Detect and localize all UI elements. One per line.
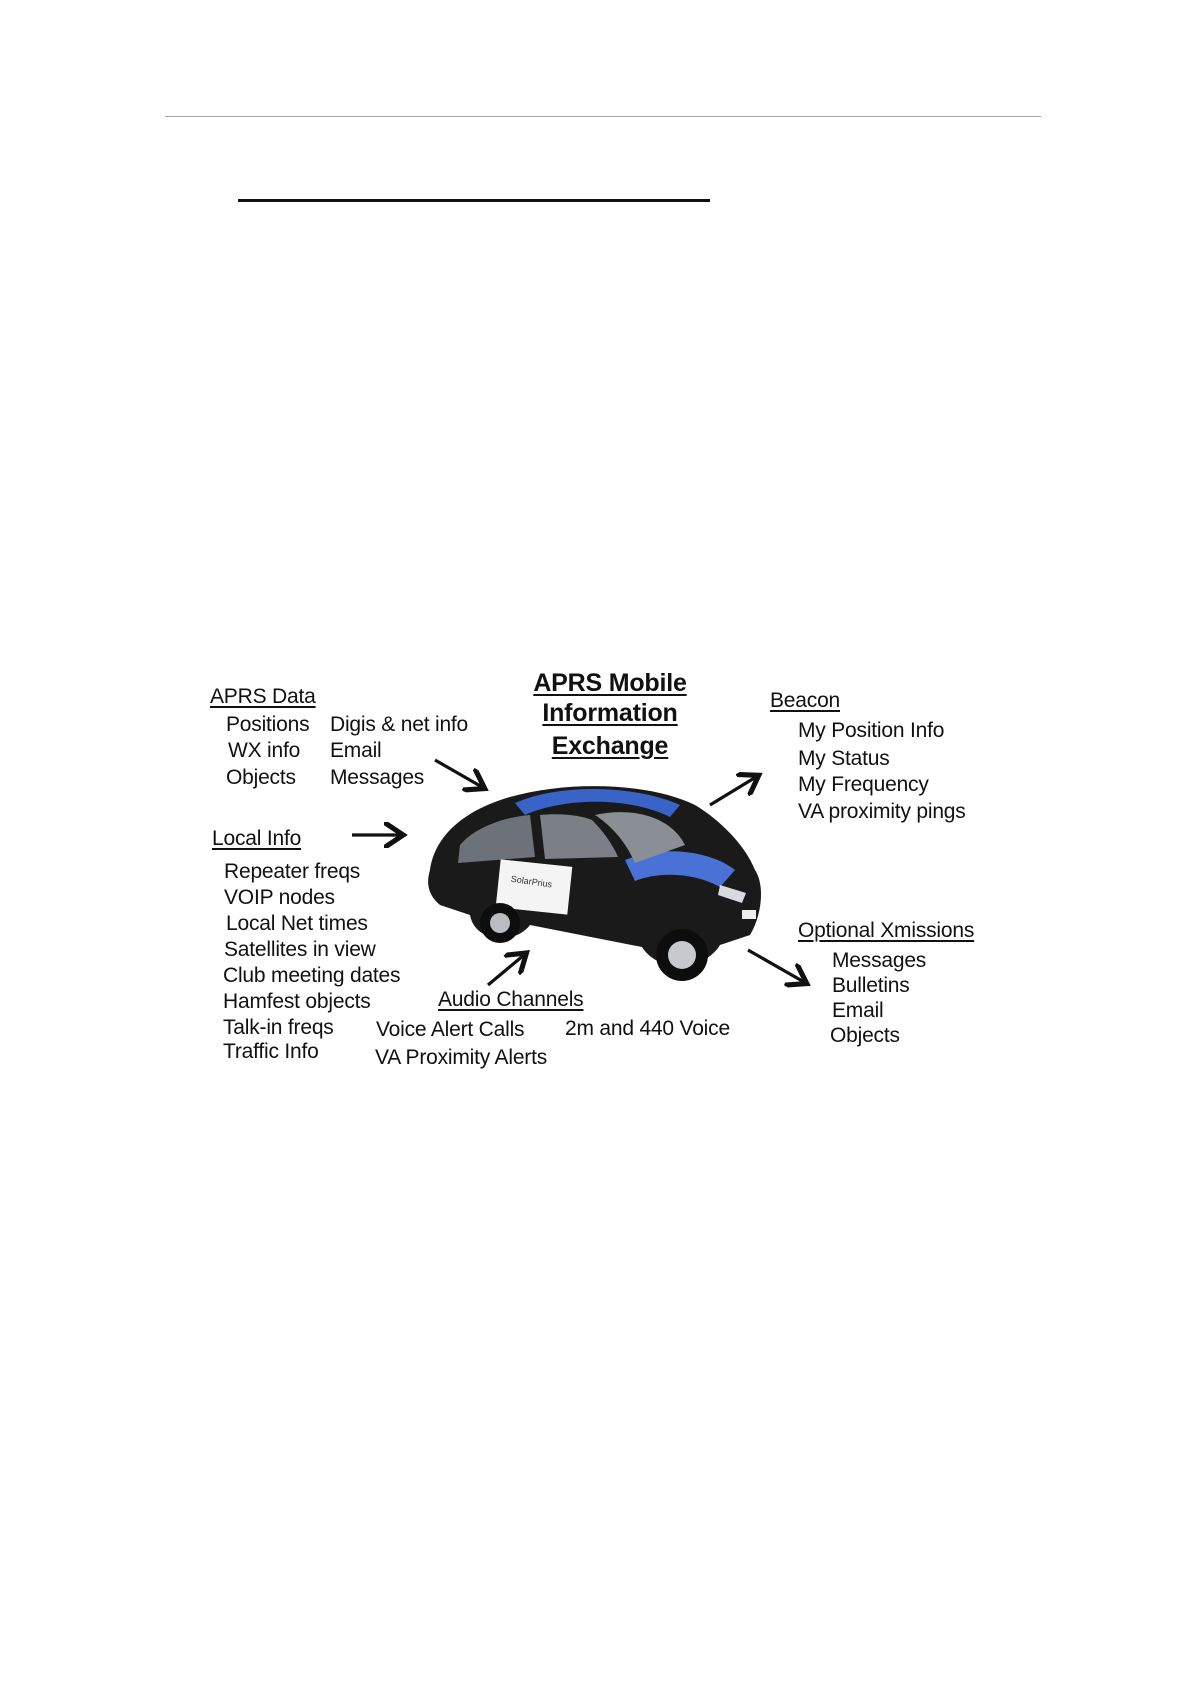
local-info-item: Hamfest objects	[223, 990, 371, 1013]
optional-xmissions-item: Email	[832, 999, 884, 1022]
local-info-heading: Local Info	[212, 827, 302, 850]
aprs-data-item: WX info	[228, 739, 301, 762]
optional-xmissions-heading: Optional Xmissions	[798, 919, 975, 942]
aprs-data-item: Digis & net info	[330, 713, 469, 736]
local-info-item: Talk-in freqs	[223, 1016, 334, 1039]
rear-wheel-hub	[490, 913, 510, 933]
audio-channels-heading: Audio Channels	[438, 988, 584, 1011]
optional-xmissions-item: Bulletins	[832, 974, 910, 997]
aprs-data-item: Objects	[226, 766, 296, 789]
local-info-item: Satellites in view	[224, 938, 376, 961]
optional-xmissions-item: Messages	[832, 949, 927, 972]
door-placard-label: SolarPrius	[510, 873, 553, 890]
local-info-item: VOIP nodes	[224, 886, 335, 909]
heading-underline-rule	[238, 199, 710, 202]
beacon-item: VA proximity pings	[798, 800, 966, 823]
aprs-data-heading: APRS Data	[210, 685, 316, 708]
audio-channels-item: Voice Alert Calls	[376, 1018, 525, 1041]
beacon-heading: Beacon	[770, 689, 841, 712]
license-plate	[742, 910, 756, 919]
audio-channels-item: VA Proximity Alerts	[375, 1046, 548, 1069]
front-wheel-hub	[668, 941, 696, 969]
aprs-data-item: Messages	[330, 766, 425, 789]
aprs-data-item: Positions	[226, 713, 310, 736]
beacon-item: My Status	[798, 747, 890, 770]
beacon-item: My Position Info	[798, 719, 945, 742]
page-header-rule	[165, 116, 1041, 117]
aprs-diagram	[200, 655, 1000, 1095]
audio-channels-item: 2m and 440 Voice	[565, 1017, 730, 1040]
local-info-item: Local Net times	[226, 912, 368, 935]
diagram-title-line-3: Exchange	[551, 732, 669, 760]
local-info-item: Club meeting dates	[223, 964, 401, 987]
beacon-item: My Frequency	[798, 773, 929, 796]
diagram-title-line-1: APRS Mobile	[533, 669, 687, 697]
diagram-title-line-2: Information	[542, 699, 678, 727]
local-info-item: Repeater freqs	[224, 860, 361, 883]
optional-xmissions-item: Objects	[830, 1024, 900, 1047]
car-illustration	[420, 775, 770, 1005]
aprs-data-item: Email	[330, 739, 382, 762]
local-info-item: Traffic Info	[223, 1040, 319, 1063]
